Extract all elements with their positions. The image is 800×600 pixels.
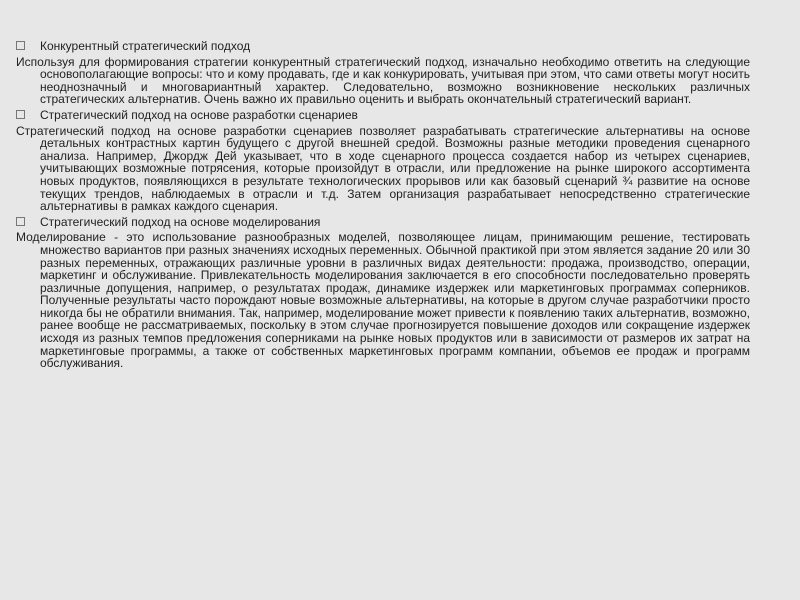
section-paragraph-scenarios: Стратегический подход на основе разработки сценариев позволяет разрабатывать стратегические альтернативы на основе детальных контрастных картин будущего с другой внешней средой. Возможны разные методики проведения сценарного анализа. Например, Джордж Дей указывает, что в ходе сценарного процесса создается набор из четырех сценариев, учитывающих возможные потрясения, которые произойдут в отрасли, или предложение на рынке широкого ассортимента новых продуктов, появляющихся в результате технологических прорывов или как базовый сценарий ¾ развитие на основе текущих трендов, наблюдаемых в отрасли и т.д. Затем организация разрабатывает непосредственно стратегические альтернативы в рамках каждого сценария. [16,123,750,214]
section-heading-scenarios [16,109,750,122]
square-bullet-icon [16,217,25,226]
section-heading-text: Стратегический подход на основе разработки сценариев [40,107,358,122]
section-heading-modeling [16,216,750,229]
section-paragraph-modeling: Моделирование - это использование разнообразных моделей, позволяющее лицам, принимающим решение, тестировать множество вариантов при разных значениях исходных переменных. Обычной практикой при этом является задание 20 или 30 разных переменных, отражающих различные уровни в различных видах деятельности: продажа, производство, операции, маркетинг и обслуживание. Привлекательность моделирования заключается в его способности последовательно проверять различные допущения, например, о результатах продаж, динамике издержек или маркетинговых программах соперников. Полученные результаты часто порождают новые возможные альтернативы, на которые в другом случае разработчики просто никогда бы не обратили внимания. Так, например, моделирование может привести к появлению таких альтернатив, возможно, ранее вообще не рассматриваемых, поскольку в этом случае прогнозируется повышение доходов или сокращение издержек исходя из разных темпов предложения соперниками на рынке новых продуктов или в зависимости от размеров их затрат на маркетинговые программы, а также от собственных маркетинговых программ компании, объемов ее продаж и программ обслуживания. [16,230,750,371]
slide-content [16,40,750,373]
square-bullet-icon [16,41,25,50]
section-heading-competitive [16,40,750,53]
square-bullet-icon [16,110,25,119]
section-heading-text: Конкурентный стратегический подход [40,39,251,53]
section-heading-text: Стратегический подход на основе моделирования [40,214,321,229]
section-paragraph-competitive: Используя для формирования стратегии конкурентный стратегический подход, изначально необходимо ответить на следующие основополагающие вопросы: что и кому продавать, где и как конкурировать, учитывая при этом, что сами ответы могут носить неоднозначный и многовариантный характер. Следовательно, возможно возникновение нескольких различных стратегических альтернатив. Очень важно их правильно оценить и выбрать окончательный стратегический вариант. [16,54,750,107]
